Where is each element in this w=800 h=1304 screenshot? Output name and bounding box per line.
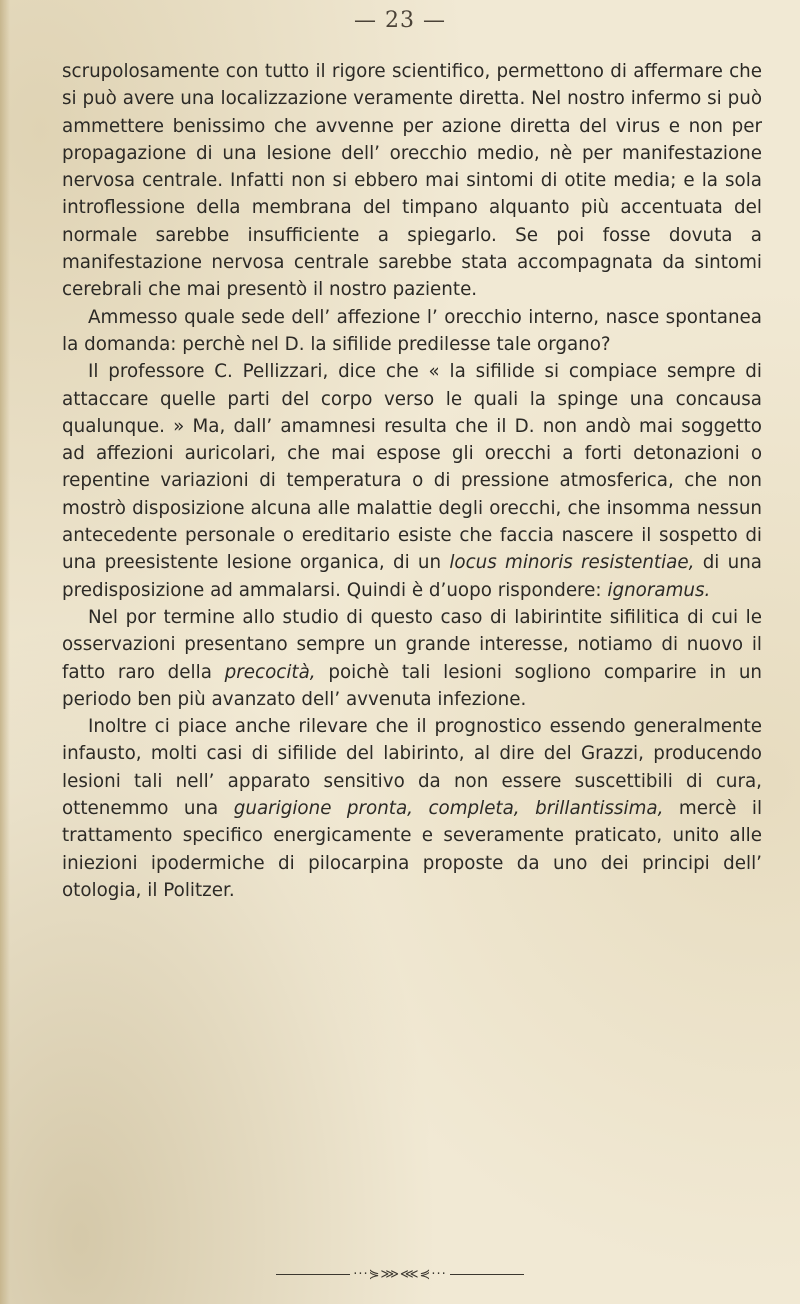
paragraph-5-text-b: mercè il trattamento specifico energicamente e severamente praticato, unito alle iniezioni ipodermiche di pilocarpina proposte da uno dei principi dell’ otologia, il Politzer. — [62, 798, 763, 901]
page-number-header: — 23 — — [354, 8, 446, 33]
paragraph-5-italic-guarigione: guarigione pronta, completa, brillantissima, — [233, 798, 664, 820]
paragraph-5-text-a: Inoltre ci piace anche rilevare che il prognostico essendo generalmente infausto, molti casi di sifilide del labirinto, al dire del Grazzi, producendo lesioni tali nell’ apparato sensitivo da non essere suscettibili di cura, ottenemmo una — [62, 716, 762, 820]
paragraph-4-text-a: Nel por termine allo studio di questo caso di labirintite sifilitica di cui le osservazioni presentano sempre un grande interesse, notiamo di nuovo il fatto raro della — [62, 606, 762, 683]
ornament-glyph: ···⋟⋙⋘⋞··· — [353, 1267, 447, 1282]
paragraph-3-text-b: di una predisposizione ad ammalarsi. Quindi è d’uopo rispondere: — [62, 552, 763, 601]
paragraph-3-italic-locus: locus minoris resistentiae, — [449, 552, 695, 574]
paragraph-3-italic-ignoramus: ignoramus. — [607, 579, 711, 601]
paragraph-5 — [62, 713, 762, 904]
page-edge-shadow — [0, 0, 10, 1304]
paragraph-3-text-a: Il professore C. Pellizzari, dice che « la sifilide si compiace sempre di attaccare quelle parti del corpo verso le quali la spinge una concausa qualunque. » Ma, dall’ amamnesi resulta che il D. non andò mai soggetto ad affezioni auricolari, che mai espose gli orecchi a forti detonazioni o repentine variazioni di temperatura o di pressione atmosferica, che non mostrò disposizione alcuna alle malattie degli orecchi, che insomma nessun antecedente personale o ereditario esiste che faccia nascere il sospetto di una preesistente lesione organica, di un — [62, 361, 762, 574]
body-text — [62, 58, 762, 904]
ornament-rule-left — [276, 1274, 350, 1275]
ornament-rule-right — [450, 1274, 524, 1275]
paragraph-3 — [62, 358, 762, 604]
paragraph-2: Ammesso quale sede dell’ affezione l’ orecchio interno, nasce spontanea la domanda: perchè nel D. la sifilide predilesse tale organo? — [62, 306, 762, 355]
paragraph-4-italic-precocita: precocità, — [224, 661, 316, 683]
paragraph-1: scrupolosamente con tutto il rigore scientifico, permettono di affermare che si può avere una localizzazione veramente diretta. Nel nostro infermo si può ammettere benissimo che avvenne per azione diretta del virus e non per propagazione di una lesione dell’ orecchio medio, nè per manifestazione nervosa centrale. Infatti non si ebbero mai sintomi di otite media; e la sola introflessione della membrana del timpano alquanto più accentuata del normale sarebbe insufficiente a spiegarlo. Se poi fosse dovuta a manifestazione nervosa centrale sarebbe stata accompagnata da sintomi cerebrali che mai presentò il nostro paziente. — [62, 61, 762, 301]
end-ornament — [0, 1267, 800, 1282]
paragraph-4-text-b: poichè tali lesioni sogliono comparire in un periodo ben più avanzato dell’ avvenuta infezione. — [62, 661, 763, 710]
paragraph-4 — [62, 604, 762, 713]
